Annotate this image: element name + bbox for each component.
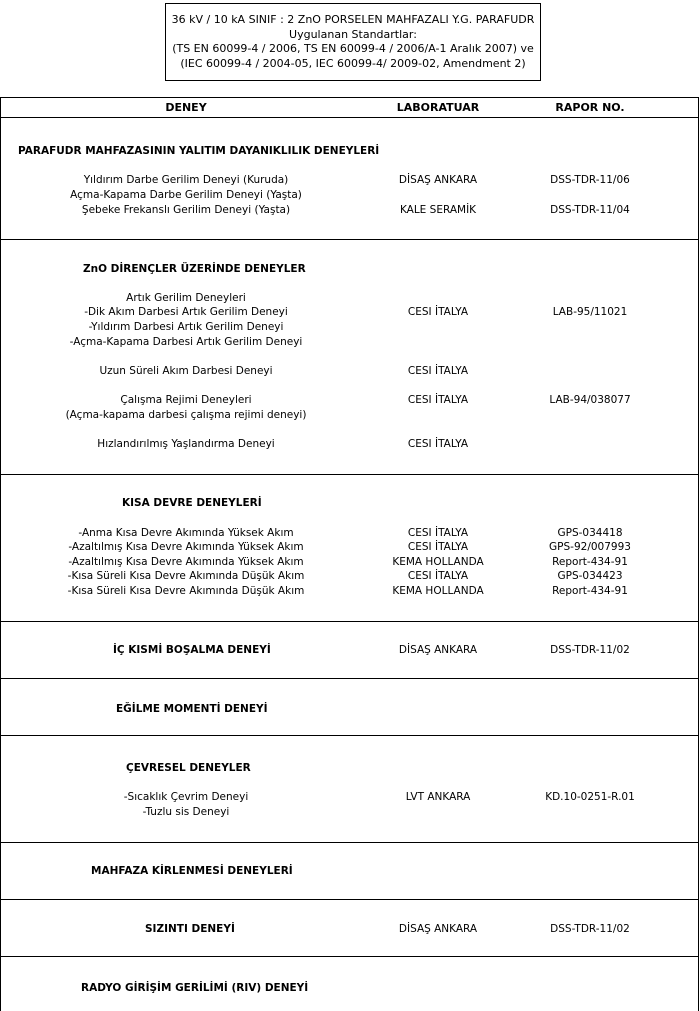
section-title: İÇ KISMİ BOŞALMA DENEYİ <box>113 644 271 656</box>
test-name: Hızlandırılmış Yaşlandırma Deneyi <box>97 438 275 450</box>
section-title: ÇEVRESEL DENEYLER <box>126 762 251 774</box>
section-title: PARAFUDR MAHFAZASININ YALITIM DAYANIKLILIK DENEYLERİ <box>18 145 380 157</box>
section-divider <box>0 621 699 622</box>
report-no: GPS-92/007993 <box>549 541 631 553</box>
lab-name: CESI İTALYA <box>407 394 469 406</box>
header-standards-label: Uygulanan Standartlar: <box>289 27 417 41</box>
test-name: Uzun Süreli Akım Darbesi Deneyi <box>99 365 273 377</box>
test-name: Artık Gerilim Deneyleri <box>126 292 246 304</box>
section-divider <box>0 899 699 900</box>
section-divider <box>0 956 699 957</box>
section-title: RADYO GİRİŞİM GERİLİMİ (RIV) DENEYİ <box>81 982 309 994</box>
section-title: SIZINTI DENEYİ <box>145 923 235 935</box>
lab-name: CESI İTALYA <box>407 365 469 377</box>
lab-name: CESI İTALYA <box>407 541 469 553</box>
report-no: DSS-TDR-11/02 <box>550 923 630 935</box>
report-no: DSS-TDR-11/06 <box>550 174 630 186</box>
test-name: Yıldırım Darbe Gerilim Deneyi (Kuruda) <box>83 174 289 186</box>
column-header-report: RAPOR NO. <box>555 101 625 114</box>
test-name: -Tuzlu sis Deneyi <box>142 806 230 818</box>
section-divider <box>0 239 699 240</box>
test-name: -Anma Kısa Devre Akımında Yüksek Akım <box>78 527 294 539</box>
lab-name: CESI İTALYA <box>407 306 469 318</box>
test-name: -Azaltılmış Kısa Devre Akımında Yüksek Akım <box>68 556 304 568</box>
test-name: -Dik Akım Darbesi Artık Gerilim Deneyi <box>84 306 288 318</box>
header-title: 36 kV / 10 kA SINIF : 2 ZnO PORSELEN MAHFAZALI Y.G. PARAFUDR <box>171 13 535 26</box>
header-row-divider <box>0 117 699 118</box>
test-name: (Açma-kapama darbesi çalışma rejimi deneyi) <box>65 409 307 421</box>
lab-name: DİSAŞ ANKARA <box>398 923 478 935</box>
document-header <box>165 3 541 81</box>
section-divider <box>0 842 699 843</box>
lab-name: LVT ANKARA <box>405 791 471 803</box>
test-name: Çalışma Rejimi Deneyleri <box>120 394 252 406</box>
test-name: -Sıcaklık Çevrim Deneyi <box>123 791 249 803</box>
test-name: -Azaltılmış Kısa Devre Akımında Yüksek Akım <box>68 541 304 553</box>
report-no: DSS-TDR-11/02 <box>550 644 630 656</box>
report-no: KD.10-0251-R.01 <box>545 791 635 803</box>
report-no: Report-434-91 <box>552 585 628 597</box>
header-standards-ts: (TS EN 60099-4 / 2006, TS EN 60099-4 / 2006/A-1 Aralık 2007) ve <box>172 42 534 55</box>
lab-name: CESI İTALYA <box>407 570 469 582</box>
lab-name: CESI İTALYA <box>407 527 469 539</box>
lab-name: DİSAŞ ANKARA <box>398 644 478 656</box>
test-name: Şebeke Frekanslı Gerilim Deneyi (Yaşta) <box>81 204 291 216</box>
table-top-border <box>0 97 699 98</box>
lab-name: DİSAŞ ANKARA <box>398 174 478 186</box>
report-no: LAB-94/038077 <box>549 394 631 406</box>
report-no: GPS-034423 <box>557 570 623 582</box>
report-no: DSS-TDR-11/04 <box>550 204 630 216</box>
lab-name: CESI İTALYA <box>407 438 469 450</box>
lab-name: KEMA HOLLANDA <box>392 556 484 568</box>
column-header-test: DENEY <box>165 101 207 114</box>
section-title: KISA DEVRE DENEYLERİ <box>122 497 262 509</box>
lab-name: KEMA HOLLANDA <box>392 585 484 597</box>
section-title: EĞİLME MOMENTİ DENEYİ <box>116 703 268 715</box>
test-name: -Kısa Süreli Kısa Devre Akımında Düşük Akım <box>67 585 305 597</box>
header-standards-iec: (IEC 60099-4 / 2004-05, IEC 60099-4/ 2009-02, Amendment 2) <box>180 56 526 70</box>
test-name: Açma-Kapama Darbe Gerilim Deneyi (Yaşta) <box>70 189 302 201</box>
section-divider <box>0 678 699 679</box>
report-no: GPS-034418 <box>557 527 623 539</box>
section-divider <box>0 474 699 475</box>
lab-name: KALE SERAMİK <box>399 204 477 216</box>
test-name: -Kısa Süreli Kısa Devre Akımında Düşük Akım <box>67 570 305 582</box>
section-title: MAHFAZA KİRLENMESİ DENEYLERİ <box>91 865 293 877</box>
test-name: -Açma-Kapama Darbesi Artık Gerilim Deneyi <box>69 336 303 348</box>
report-no: LAB-95/11021 <box>552 306 628 318</box>
section-title: ZnO DİRENÇLER ÜZERİNDE DENEYLER <box>83 263 306 275</box>
test-name: -Yıldırım Darbesi Artık Gerilim Deneyi <box>88 321 284 333</box>
section-divider <box>0 735 699 736</box>
report-no: Report-434-91 <box>552 556 628 568</box>
column-header-lab: LABORATUAR <box>396 101 480 114</box>
